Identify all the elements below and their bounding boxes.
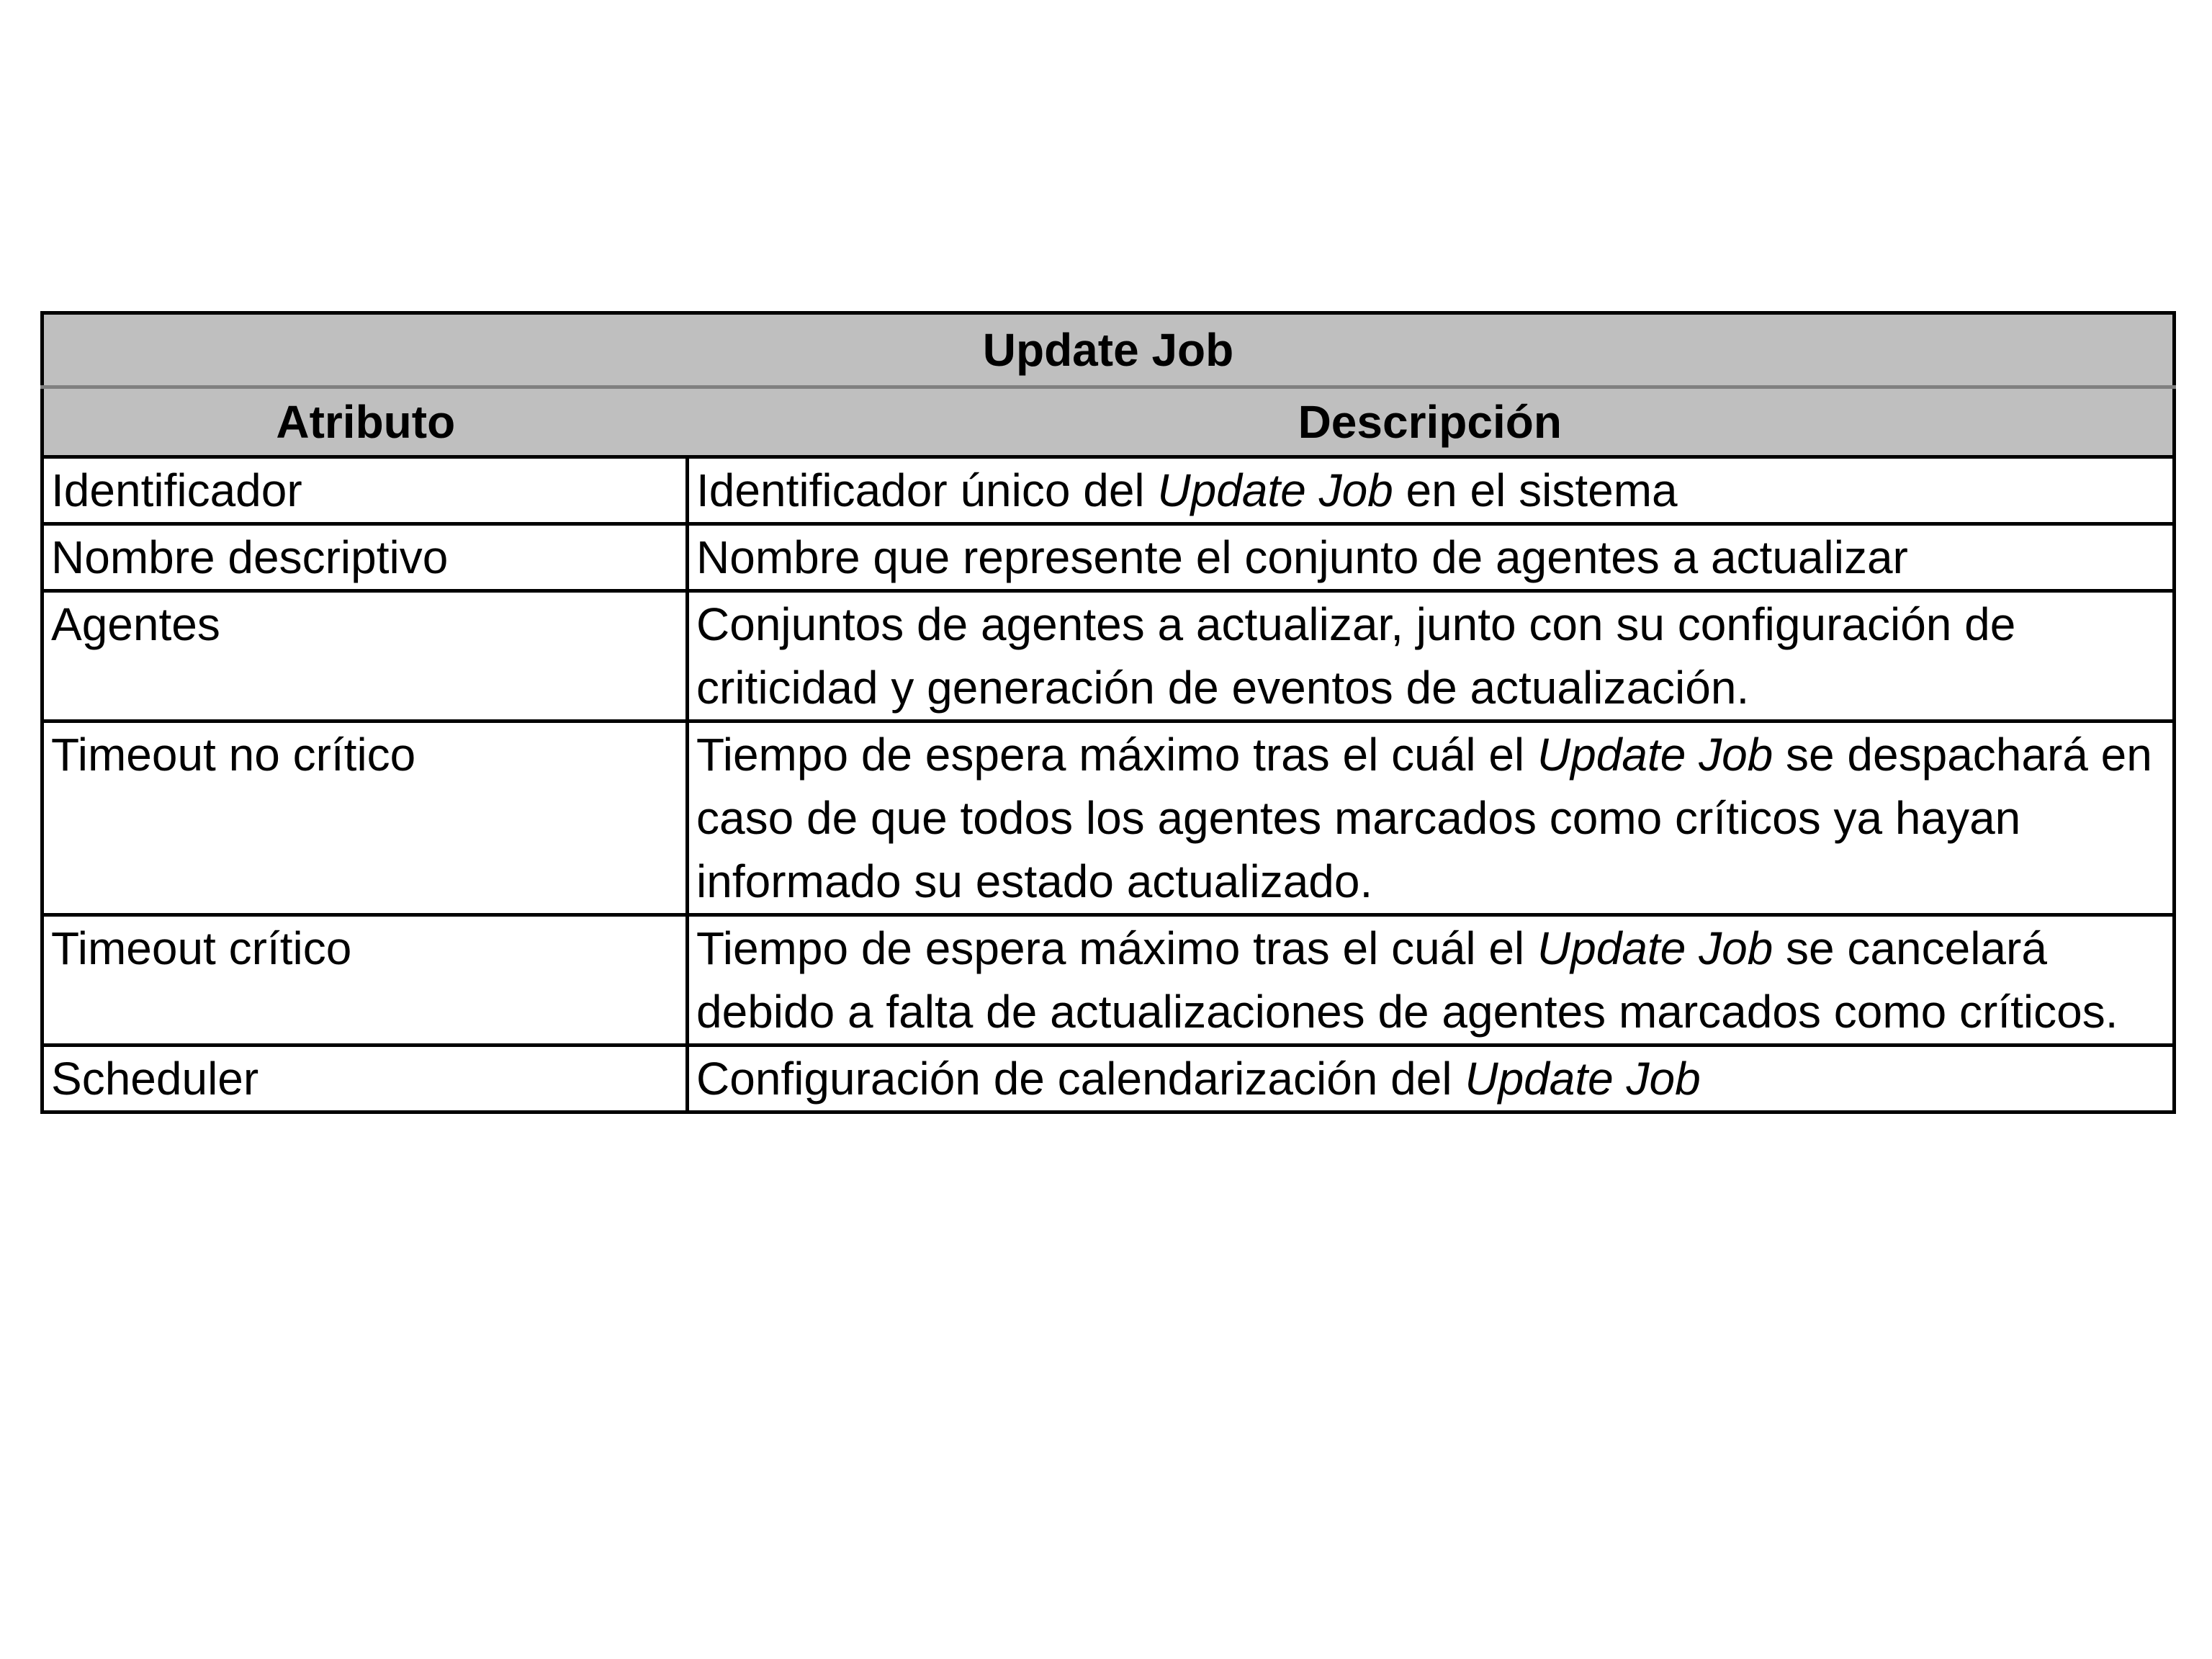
table-title: Update Job: [42, 313, 2175, 387]
description-emphasis: Update Job: [1465, 1053, 1701, 1105]
description-emphasis: Update Job: [1157, 464, 1393, 516]
description-emphasis: Update Job: [1537, 922, 1773, 974]
update-job-table-container: [40, 311, 2176, 1114]
table-row: [42, 915, 2175, 1046]
description-cell: [688, 591, 2175, 721]
header-attribute: Atributo: [42, 387, 688, 457]
update-job-table: [40, 311, 2176, 1114]
description-text: se despachará en caso de que todos los agentes marcados como críticos ya hayan informado su estado actualizado.: [696, 729, 2152, 907]
description-text: Conjuntos de agentes a actualizar, junto con su configuración de criticidad y generación de eventos de actualización.: [696, 598, 2016, 714]
attribute-cell: Timeout crítico: [42, 915, 688, 1046]
description-cell: [688, 721, 2175, 915]
description-cell: [688, 915, 2175, 1046]
description-text: en el sistema: [1393, 464, 1678, 516]
attribute-cell: Agentes: [42, 591, 688, 721]
table-title-row: [42, 313, 2175, 387]
table-row: [42, 591, 2175, 721]
description-cell: [688, 457, 2175, 524]
header-description: Descripción: [688, 387, 2175, 457]
attribute-cell: Nombre descriptivo: [42, 524, 688, 591]
description-cell: [688, 524, 2175, 591]
description-text: Nombre que represente el conjunto de agentes a actualizar: [696, 531, 1908, 583]
attribute-cell: Scheduler: [42, 1046, 688, 1112]
table-row: [42, 457, 2175, 524]
description-cell: [688, 1046, 2175, 1112]
table-header-row: [42, 387, 2175, 457]
table-row: [42, 524, 2175, 591]
table-row: [42, 1046, 2175, 1112]
description-emphasis: Update Job: [1537, 729, 1773, 781]
attribute-cell: Timeout no crítico: [42, 721, 688, 915]
table-row: [42, 721, 2175, 915]
description-text: Tiempo de espera máximo tras el cuál el: [696, 729, 1537, 781]
description-text: Identificador único del: [696, 464, 1158, 516]
attribute-cell: Identificador: [42, 457, 688, 524]
description-text: Tiempo de espera máximo tras el cuál el: [696, 922, 1537, 974]
description-text: Configuración de calendarización del: [696, 1053, 1465, 1105]
table-body: [42, 457, 2175, 1112]
description-text: se cancelará debido a falta de actualizaciones de agentes marcados como críticos.: [696, 922, 2118, 1038]
